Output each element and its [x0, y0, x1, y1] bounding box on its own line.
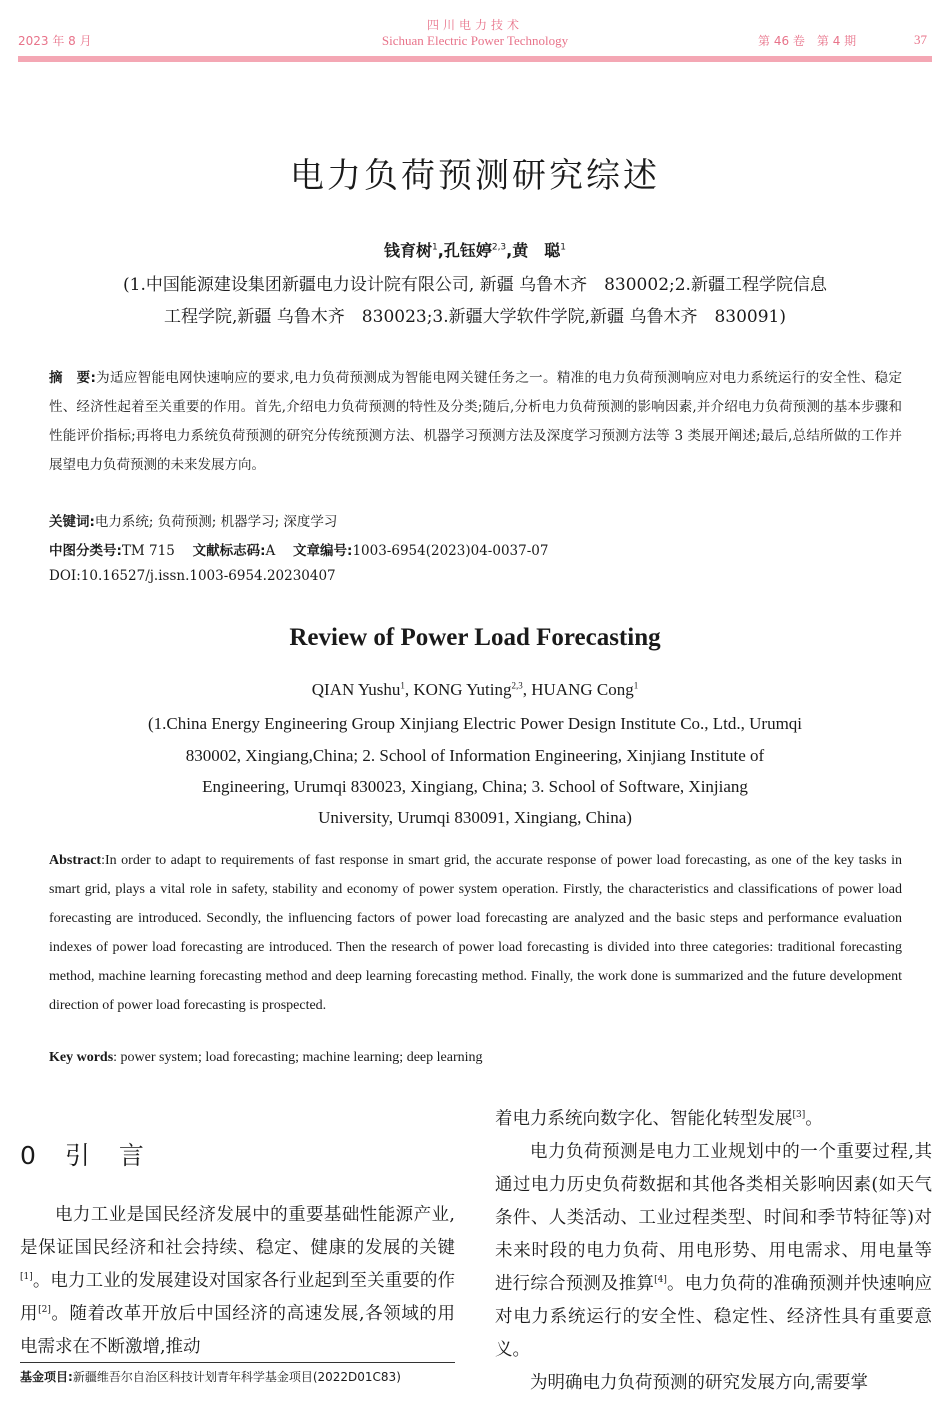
keywords-cn-text: 电力系统; 负荷预测; 机器学习; 深度学习	[94, 514, 338, 530]
section-number: 0	[20, 1141, 38, 1170]
abstract-en-text: :In order to adapt to requirements of fast response in smart grid, the accurate response of power load forecasting, as one of the key tasks in smart grid, plays a vital role in safety, stability and economy of power system operation. Firstly, the characteristics and classifications of power load forecasting are introduced. Secondly, the influencing factors of power load forecasting are analyzed and the basic steps and performance evaluation indexes of power load forecasting are introduced. Then the research of power load forecasting is divided into three categories: traditional forecasting method, machine learning forecasting method and deep learning forecasting method. Finally, the work done is summarized and the future development direction of power load forecasting is prospected.	[49, 853, 902, 1013]
paper-title-en: Review of Power Load Forecasting	[289, 624, 661, 651]
citation: [2]	[38, 1305, 51, 1316]
author-sup: 1	[432, 242, 438, 253]
author-sup: 2,3	[491, 242, 507, 253]
paragraph: 着电力系统向数字化、智能化转型发展[3]。	[495, 1109, 823, 1129]
keywords-cn	[49, 510, 337, 530]
funding-footnote	[20, 1368, 401, 1385]
affiliation-en-line: University, Urumqi 830091, Xingiang, China)	[318, 808, 632, 827]
affiliation-cn-line: (1.中国能源建设集团新疆电力设计院有限公司, 新疆 乌鲁木齐 830002;2.新疆工程学院信息	[123, 275, 827, 295]
author-name: 黄 聪	[512, 241, 561, 260]
paragraph: 电力工业是国民经济发展中的重要基础性能源产业,是保证国民经济和社会持续、稳定、健康的发展的关键[1]。电力工业的发展建设对国家各行业起到至关重要的作用[2]。随着改革开放后中国经济的高速发展,各领域的用电需求在不断激增,推动	[20, 1205, 456, 1357]
header-rule	[18, 56, 932, 62]
paragraph: 为明确电力负荷预测的研究发展方向,需要掌	[530, 1373, 869, 1393]
authors-cn	[0, 238, 950, 261]
affiliation-en-line: Engineering, Urumqi 830023, Xingiang, China; 3. School of Software, Xinjiang	[202, 777, 748, 796]
section-heading	[20, 1136, 146, 1172]
author-name: 钱育树	[384, 241, 433, 260]
clc-label: 中图分类号:	[49, 543, 122, 559]
abstract-en-label: Abstract	[49, 853, 102, 868]
page-number: 37	[914, 32, 927, 47]
author-separator: ,	[437, 241, 444, 260]
keywords-en-text: : power system; load forecasting; machine learning; deep learning	[113, 1050, 483, 1065]
footnote-rule	[20, 1362, 455, 1363]
doc-code-label: 文献标志码:	[192, 543, 266, 559]
author-sup: 2,3	[511, 680, 523, 691]
abstract-cn-text: 为适应智能电网快速响应的要求,电力负荷预测成为智能电网关键任务之一。精准的电力负荷预测响应对电力系统运行的安全性、稳定性、经济性起着至关重要的作用。首先,介绍电力负荷预测的特性及分类;随后,分析电力负荷预测的影响因素,并介绍电力负荷预测的基本步骤和性能评价指标;再将电力系统负荷预测的研究分传统预测方法、机器学习预测方法及深度学习预测方法等 3 类展开阐述;最后,总结所做的工作并展望电力负荷预测的未来发展方向。	[49, 370, 902, 473]
issue-date: 2023 年 8 月	[18, 34, 92, 48]
author-separator: ,	[506, 241, 513, 260]
author-name: HUANG Cong	[531, 680, 634, 699]
clc-value: TM 715	[121, 543, 175, 559]
paper-title-cn: 电力负荷预测研究综述	[290, 156, 660, 196]
body-column-left	[20, 1199, 455, 1364]
author-separator: ,	[404, 680, 414, 699]
body-column-right	[495, 1103, 932, 1400]
journal-title-cn: 四川电力技术	[426, 18, 523, 32]
authors-en	[0, 680, 950, 700]
journal-title-en: Sichuan Electric Power Technology	[381, 33, 569, 48]
author-name: QIAN Yushu	[311, 680, 401, 699]
keywords-en	[49, 1050, 483, 1066]
citation: [4]	[654, 1275, 667, 1286]
classification-line	[49, 539, 548, 559]
affiliation-en-line: (1.China Energy Engineering Group Xinjiang Electric Power Design Institute Co., Ltd., Urumqi	[147, 714, 803, 733]
paragraph: 电力负荷预测是电力工业规划中的一个重要过程,其通过电力历史负荷数据和其他各类相关影响因素(如天气条件、人类活动、工业过程类型、时间和季节特征等)对未来时段的电力负荷、用电形势、用电需求、用电量等进行综合预测及推算[4]。电力负荷的准确预测并快速响应对电力系统运行的安全性、稳定性、经济性具有重要意义。	[495, 1142, 932, 1360]
abstract-cn	[49, 364, 902, 480]
section-title: 引 言	[64, 1141, 146, 1170]
doc-code-value: A	[265, 543, 276, 559]
citation: [1]	[20, 1272, 33, 1283]
citation: [3]	[792, 1110, 806, 1121]
author-name: KONG Yuting	[413, 680, 512, 699]
footnote-text: 新疆维吾尔自治区科技计划青年科学基金项目(2022D01C83)	[72, 1370, 401, 1384]
abstract-en	[49, 846, 902, 1020]
author-sup: 1	[560, 242, 566, 253]
author-sup: 1	[633, 680, 639, 691]
affiliation-en-line: 830002, Xingiang,China; 2. School of Information Engineering, Xinjiang Institute of	[185, 746, 765, 765]
keywords-cn-label: 关键词:	[49, 514, 95, 530]
volume-issue: 第 46 卷 第 4 期	[758, 34, 857, 48]
abstract-cn-label: 摘 要:	[49, 370, 96, 386]
footnote-label: 基金项目:	[20, 1370, 73, 1384]
author-sup: 1	[400, 680, 405, 691]
keywords-en-label: Key words	[49, 1050, 114, 1065]
article-no-value: 1003-6954(2023)04-0037-07	[352, 543, 549, 559]
article-no-label: 文章编号:	[293, 543, 353, 559]
author-separator: ,	[522, 680, 532, 699]
doi: DOI:10.16527/j.issn.1003-6954.20230407	[49, 568, 336, 584]
author-name: 孔钰婷	[443, 241, 492, 260]
affiliation-cn-line: 工程学院,新疆 乌鲁木齐 830023;3.新疆大学软件学院,新疆 乌鲁木齐 830091)	[164, 307, 786, 327]
